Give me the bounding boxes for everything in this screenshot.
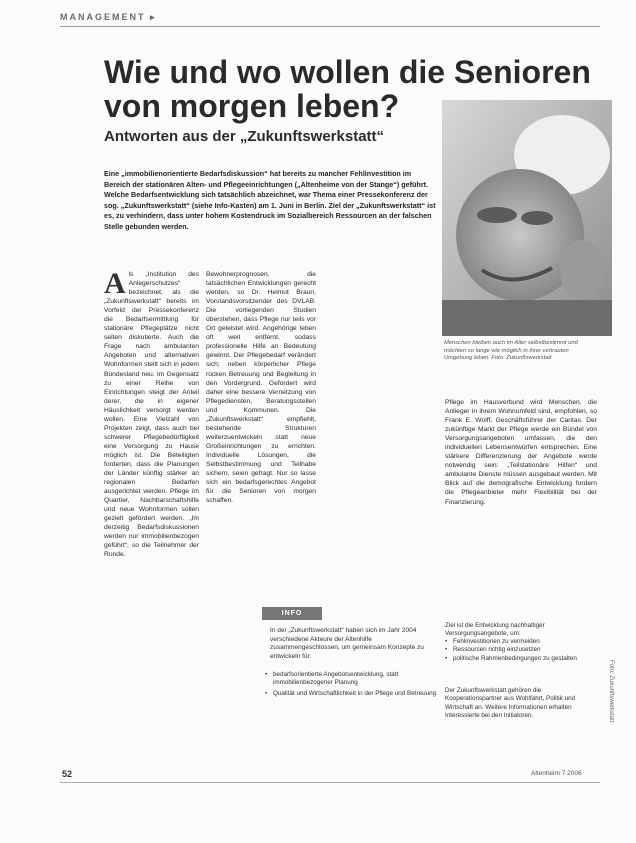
list-item: • bedarfsorientierte Angebotsentwicklung, statt immobilienbezogener Planung [265, 671, 443, 688]
page-number: 52 [62, 769, 73, 779]
photo-credit-vertical: Foto: Zukunftswerkstatt [608, 660, 614, 723]
magazine-issue: Altenheim 7 2006 [531, 770, 582, 777]
senior-photo [442, 100, 612, 336]
article-column-1 [104, 267, 199, 560]
info-box-right-intro: Ziel ist die Entwicklung nachhaltiger Versorgungsangebote, um: [445, 622, 545, 638]
article-title: Wie und wo wollen die Senioren von morgen leben? [104, 54, 591, 124]
photo-caption: Menschen bleiben auch im Alter selbstbestimmt und möchten so lange wie möglich in ihrer vertrauten Umgebung leben. Foto: Zukunftswerkstatt [444, 340, 578, 362]
list-item: • Qualität und Wirtschaftlichkeit in der Pflege und Betreuung [265, 690, 443, 698]
article-lead: Eine „immobilienorientierte Bedarfsdiskussion“ hat bereits zu mancher Fehlinvestition im Bereich der stationären Alten- und Pflegeeinrichtungen („Altenheime von der Stange“) geführt. Welche Bedarfsentwicklung sich tatsächlich abzeichnet, war Thema einer Pressekonferenz der sog. „Zukunftswerkstatt“ (siehe Info-Kasten) am 1. Juni in Berlin. Ziel der „Zukunftswerkstatt“ ist es, zu verhindern, dass unter hohem Kostendruck im Sozialbereich Ressourcen an der falschen Stelle gebunden werden. [104, 169, 436, 231]
article-column-3: Pflege im Hausverbund wird Menschen, die Anlieger in ihrem Wohnumfeld sind, empfohlen, so Frank E. Wolff, Geschäftsführer der Caritas. Der zukünftige Markt der Pflege werde ein Bündel von Versorgungsangeboten umfassen, die den individuellen Lebensentwürfen entsprechen. Eine stärkere Differenzierung der Angebote werde notwendig sein: „Teilstationäre Hilfen“ und ambulante Dienste müssen ausgebaut werden. Mit Blick auf die demografische Entwicklung fordern die Pflegeanbieter mehr Flexibilität bei der Finanzierung. [445, 399, 597, 506]
info-box-closing: Der Zukunftswerkstatt gehören die Kooperationspartner aus Wohlfahrt, Politik und Wirtschaft an. Weitere Informationen erhalten Interessierte bei den Initiatoren. [445, 687, 576, 720]
info-box-list [265, 671, 443, 700]
article-column-2: Bewohnerprognosen, die tatsächlichen Entwicklungen gerecht werden, so Dr. Helmut Braun, Vorstandsvorsitzender des DVLAB. Die vorliegenden Studien überstehen, dass Pflege nur teils vor Ort geleistet wird. Angehörige leben oft weit entfernt, sodass professionelle Hilfe an Bedeutung gewinnt. Der Pflegebedarf verändert sich; neben körperlicher Pflege rücken Betreuung und Begleitung in den Vordergrund. Gefordert wird daher eine bessere Vernetzung von Pflegediensten, Beratungsstellen und Kommunen. Die „Zukunftswerkstatt“ empfiehlt, bestehende Strukturen weiterzuentwickeln statt neue Großeinrichtungen zu errichten. Individuelle Lösungen, die Selbstbestimmung und Teilhabe sichern, seien gefragt. Nur so lasse sich ein bedarfsgerechtes Angebot für die Senioren von morgen schaffen. [206, 271, 316, 505]
section-label: MANAGEMENT ▸ [60, 12, 157, 22]
info-box-tag: INFO [262, 607, 322, 620]
footer-rule [60, 782, 600, 783]
column-1-text: ls „Institution des Anlegerschutzes“ bezeichnet, als die „Zukunftswerkstatt“ bereits im Vorfeld der Pressekonferenz die Bedarfsermittlung für stationäre Pflegeplätze nicht selten diskutierte. Auch die Frage nach ambulanten Angeboten und alternativen Wohnformen stellt sich in jedem Bundesland neu. Im Gegensatz zu einer Reihe von Einrichtungen steigt der Anteil derer, die in eigener Häuslichkeit versorgt werden wollen. Eine Vielzahl von Projekten zeigt, dass auch bei schwerer Pflegebedürftigkeit eine Versorgung zu Hause möglich ist. Die Beteiligten forderten, dass die Planungen der Länder künftig stärker an regionalen Bedarfen ausgerichtet werden. Pflege im Quartier, Nachbarschaftshilfe und neue Wohnformen sollen gezielt gefördert werden. „Im derzeitig Bedarfsdiskussionen werden nur immobilienbezogen geführt“, so die Teilnehmer der Runde. [104, 271, 199, 559]
info-box-right-list [445, 638, 597, 663]
list-item: • Fehlinvestitionen zu vermeiden [445, 638, 597, 646]
header-rule [60, 26, 600, 27]
info-box-text: In der „Zukunftswerkstatt“ haben sich im Jahr 2004 verschiedene Akteure der Altenhilfe zusammengeschlossen, um gemeinsam Konzepte zu entwickeln für: [270, 627, 424, 660]
list-item: • politische Rahmenbedingungen zu gestalten [445, 655, 597, 663]
list-item: • Ressourcen richtig einzusetzen [445, 646, 597, 654]
drop-cap: A [104, 267, 126, 300]
article-subtitle: Antworten aus der „Zukunftswerkstatt“ [104, 128, 385, 145]
